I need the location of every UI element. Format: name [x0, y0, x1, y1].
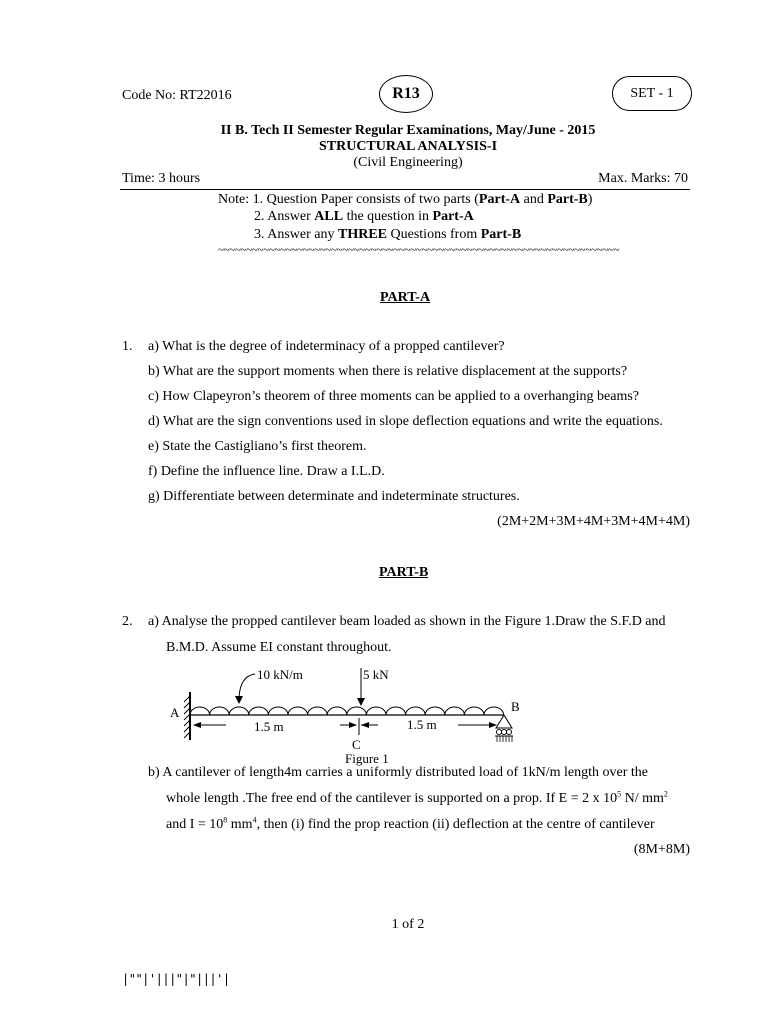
- question-1a: a) What is the degree of indeterminacy of a propped cantilever?: [148, 339, 505, 354]
- note-3: 3. Answer any THREE Questions from Part-B: [254, 227, 522, 242]
- regulation-badge: R13: [379, 75, 433, 113]
- question-2a-line1: a) Analyse the propped cantilever beam loaded as shown in the Figure 1.Draw the S.F.D and: [148, 614, 666, 629]
- udl-label: 10 kN/m: [257, 667, 303, 682]
- udl-arrowhead: [235, 696, 243, 704]
- part-b-heading: PART-B: [379, 565, 429, 580]
- time-label: Time: 3 hours: [122, 171, 201, 186]
- header-rule: [120, 189, 690, 190]
- note-2: 2. Answer ALL the question in Part-A: [254, 209, 474, 224]
- part-b-marks: (8M+8M): [633, 842, 690, 857]
- question-1f: f) Define the influence line. Draw a I.L.D.: [148, 464, 385, 479]
- udl-leader: [239, 674, 255, 698]
- part-a-heading: PART-A: [380, 290, 431, 305]
- end-a-label: A: [170, 705, 180, 720]
- exam-title: II B. Tech II Semester Regular Examinations, May/June - 2015: [220, 123, 596, 138]
- roller-support-b: [495, 715, 513, 742]
- point-c-label: C: [352, 737, 361, 752]
- beam-figure: [160, 660, 560, 770]
- question-1d: d) What are the sign conventions used in slope deflection equations and write the equations.: [148, 414, 663, 429]
- branch-label: (Civil Engineering): [353, 155, 463, 170]
- question-1e: e) State the Castigliano’s first theorem.: [148, 439, 367, 454]
- question-number: 1.: [122, 339, 133, 354]
- note-1: Note: 1. Question Paper consists of two parts (Part-A and Part-B): [218, 192, 593, 207]
- question-2b-line1: b) A cantilever of length4m carries a uniformly distributed load of 1kN/m length over the: [148, 765, 648, 780]
- question-1g: g) Differentiate between determinate and indeterminate structures.: [148, 489, 520, 504]
- span-2-label: 1.5 m: [407, 717, 437, 732]
- tilde-separator: ~~~~~~~~~~~~~~~~~~~~~~~~~~~~~~~~~~~~~~~~~~~~~~~~~~~~~~~~~~~~~~~~~~~~~~~: [218, 244, 620, 256]
- question-2b-line2: whole length .The free end of the cantilever is supported on a prop. If E = 2 x $10^5$ N/ $mm^2$: [166, 789, 668, 806]
- question-2b-line3: and $I = 10^8$ $mm^4$, then (i) find the prop reaction (ii) deflection at the centre of cantilever: [166, 815, 655, 832]
- question-1b: b) What are the support moments when there is relative displacement at the supports?: [148, 364, 628, 379]
- fixed-support-a: [184, 692, 190, 740]
- point-load-label: 5 kN: [363, 667, 389, 682]
- question-1c: c) How Clapeyron’s theorem of three moments can be applied to a overhanging beams?: [148, 389, 640, 404]
- max-marks-label: Max. Marks: 70: [598, 171, 688, 186]
- end-b-label: B: [511, 699, 520, 714]
- udl-arcs: [190, 707, 504, 715]
- set-badge: SET - 1: [612, 76, 692, 111]
- span-1-label: 1.5 m: [254, 719, 284, 734]
- barcode: |""|'|||"|"|||'|: [122, 972, 230, 986]
- part-a-marks: (2M+2M+3M+4M+3M+4M+4M): [497, 514, 690, 529]
- code-number: Code No: RT22016: [122, 88, 232, 103]
- question-number: 2.: [122, 614, 133, 629]
- page-number: 1 of 2: [391, 917, 425, 932]
- question-2a-line2: B.M.D. Assume EI constant throughout.: [166, 640, 392, 655]
- point-load-arrowhead: [357, 698, 365, 706]
- figure-caption: Figure 1: [345, 751, 389, 766]
- subject-title: STRUCTURAL ANALYSIS-I: [318, 139, 498, 154]
